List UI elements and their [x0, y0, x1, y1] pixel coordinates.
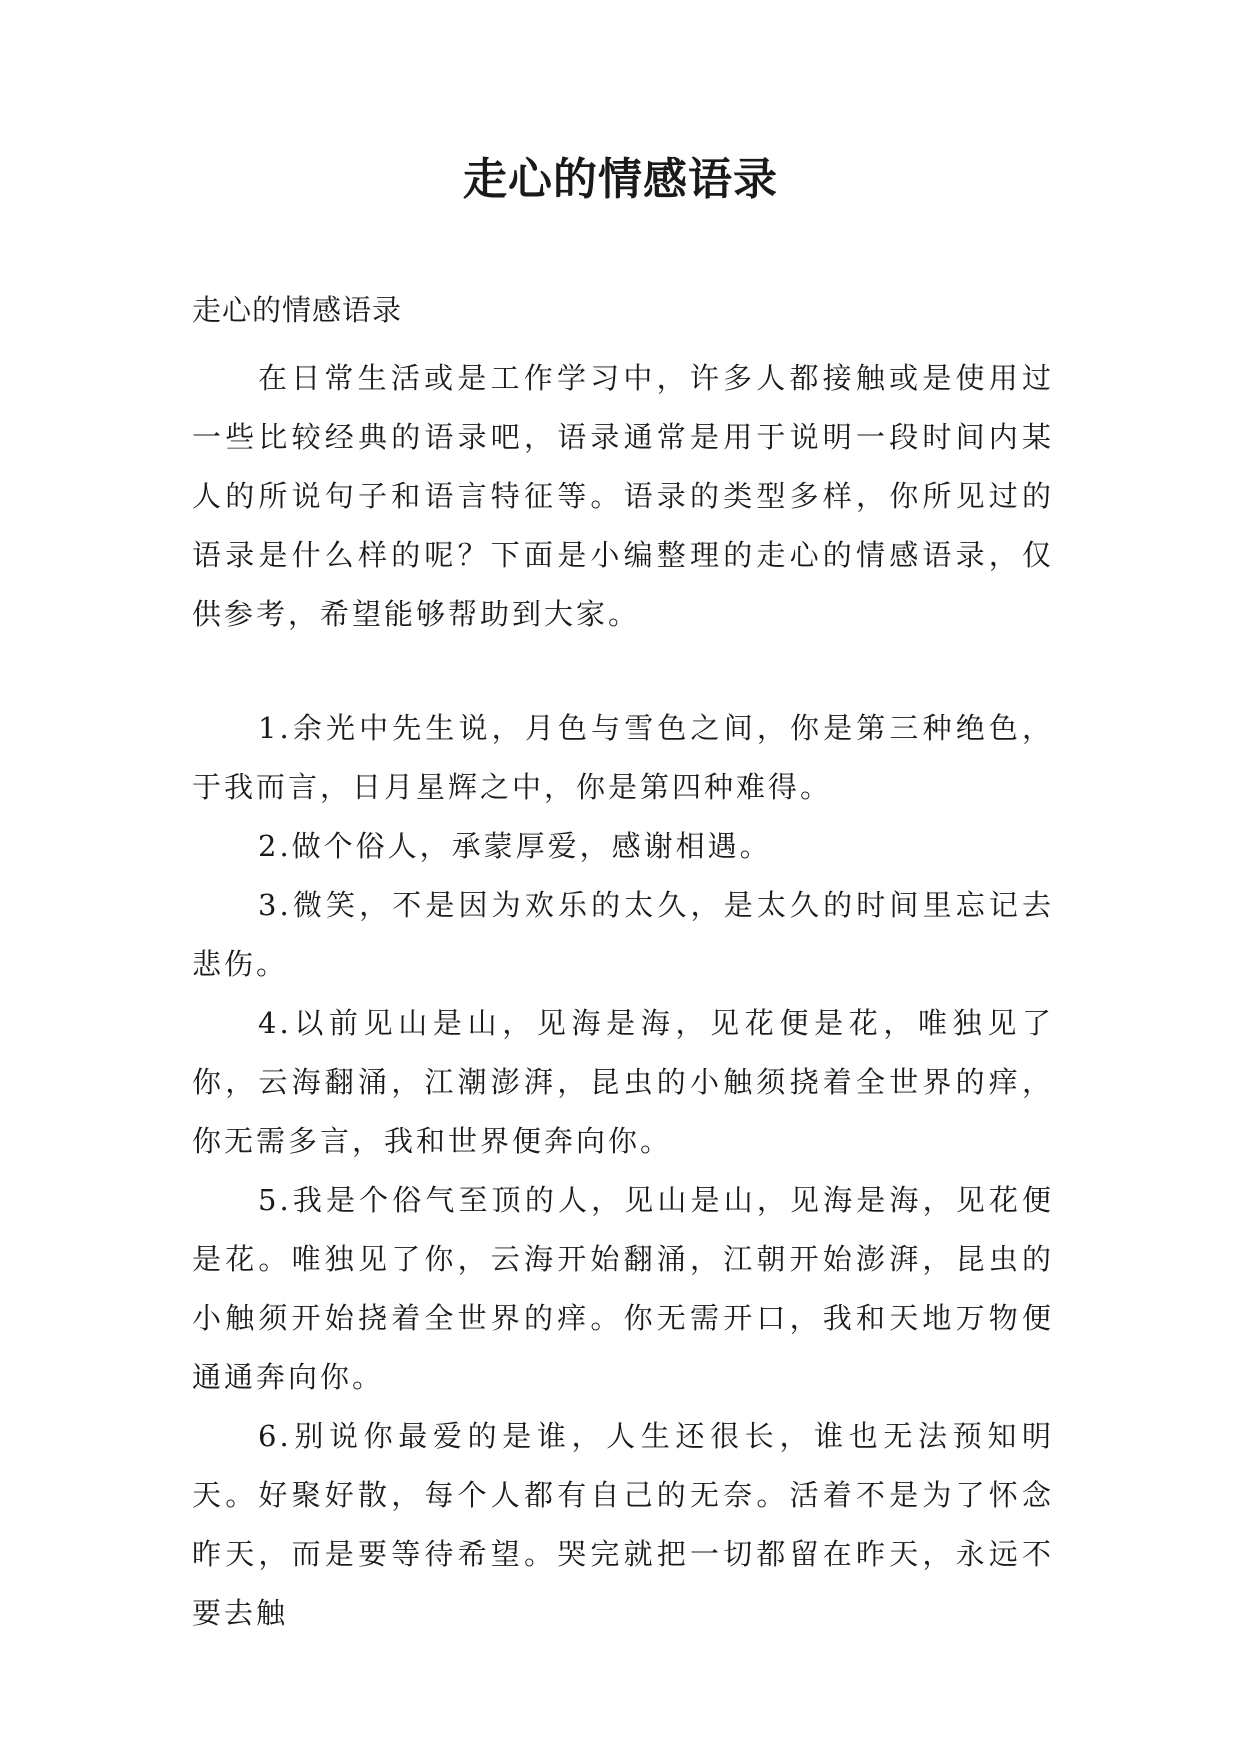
list-item: 1.余光中先生说，月色与雪色之间，你是第三种绝色，于我而言，日月星辉之中，你是第四种难得。 — [192, 711, 1054, 804]
list-item: 3.微笑，不是因为欢乐的太久，是太久的时间里忘记去悲伤。 — [192, 888, 1054, 981]
list-item: 5.我是个俗气至顶的人，见山是山，见海是海，见花便是花。唯独见了你，云海开始翻涌，江朝开始澎湃，昆虫的小触须开始挠着全世界的痒。你无需开口，我和天地万物便通通奔向你。 — [192, 1183, 1054, 1394]
list-item: 6.别说你最爱的是谁，人生还很长，谁也无法预知明天。好聚好散，每个人都有自己的无奈。活着不是为了怀念昨天，而是要等待希望。哭完就把一切都留在昨天，永远不要去触 — [192, 1419, 1054, 1630]
intro-paragraph: 在日常生活或是工作学习中，许多人都接触或是使用过一些比较经典的语录吧，语录通常是用于说明一段时间内某人的所说句子和语言特征等。语录的类型多样，你所见过的语录是什么样的呢？下面是小编整理的走心的情感语录，仅供参考，希望能够帮助到大家。 — [192, 361, 1054, 631]
document-subtitle: 走心的情感语录 — [192, 293, 403, 327]
document-title: 走心的情感语录 — [463, 154, 778, 205]
list-item: 4.以前见山是山，见海是海，见花便是花，唯独见了你，云海翻涌，江潮澎湃，昆虫的小触须挠着全世界的痒，你无需多言，我和世界便奔向你。 — [192, 1006, 1054, 1158]
list-item: 2.做个俗人，承蒙厚爱，感谢相遇。 — [258, 829, 772, 863]
quote-list — [192, 699, 1054, 1643]
